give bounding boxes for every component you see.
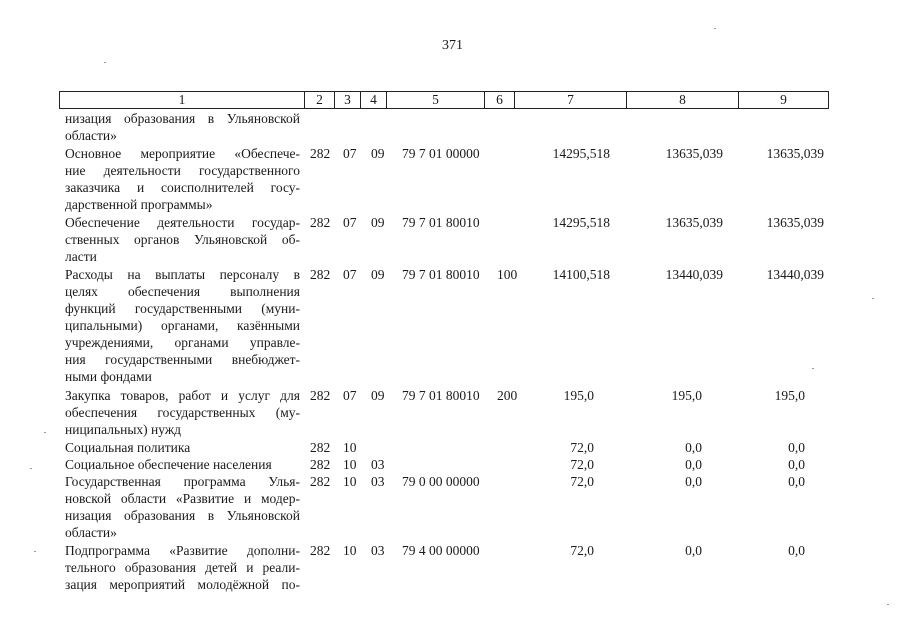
header-cell-2: 2 [305,92,335,109]
row-name-line: Государственная программа Улья- [65,474,300,489]
row-subsection-code: 09 [371,267,385,282]
row-section-code: 10 [343,543,357,558]
row-subsection-code: 09 [371,146,385,161]
scan-speck [887,604,889,605]
row-name-line: заказчика и соисполнителей госу- [65,180,300,195]
row-target-article: 79 7 01 80010 [402,388,480,403]
header-cell-3: 3 [335,92,361,109]
row-name-line: новской области «Развитие и модер- [65,491,300,506]
row-name-line: функций государственными (муни- [65,301,300,316]
row-section-code: 07 [343,267,357,282]
row-subsection-code: 03 [371,543,385,558]
row-name-line: Основное мероприятие «Обеспече- [65,146,300,161]
row-ministry-code: 282 [310,267,331,282]
header-cell-5: 5 [387,92,485,109]
row-name-line: низация образования в Ульяновской [65,508,300,523]
row-subsection-code: 03 [371,474,385,489]
row-subsection-code: 09 [371,388,385,403]
row-amount-col9: 13635,039 [766,146,824,161]
header-cell-6: 6 [485,92,515,109]
row-name-line: Подпрограмма «Развитие дополни- [65,543,300,558]
scan-speck [104,62,106,63]
row-amount-col9: 13635,039 [766,215,824,230]
row-section-code: 10 [343,440,357,455]
row-name-line: Обеспечение деятельности государ- [65,215,300,230]
row-name-line: ния государственными внебюджет- [65,352,300,367]
scan-speck [30,468,32,469]
column-number-header [59,91,829,109]
header-cell-8: 8 [627,92,739,109]
row-amount-col9: 0,0 [788,440,805,455]
row-name-line: низация образования в Ульяновской [65,111,300,126]
row-amount-col7: 195,0 [563,388,594,403]
scan-speck [34,551,36,552]
row-subsection-code: 09 [371,215,385,230]
row-amount-col7: 14295,518 [552,215,610,230]
row-name-line: тельного образования детей и реали- [65,560,300,575]
row-amount-col8: 13635,039 [665,215,723,230]
row-amount-col7: 72,0 [570,440,594,455]
row-ministry-code: 282 [310,146,331,161]
row-amount-col7: 14100,518 [552,267,610,282]
row-amount-col8: 0,0 [685,440,702,455]
row-name-line: ципальными) органами, казёнными [65,318,300,333]
header-cell-9: 9 [739,92,829,109]
row-section-code: 07 [343,146,357,161]
scan-speck [44,432,46,433]
row-amount-col9: 0,0 [788,457,805,472]
row-name-line: области» [65,525,117,540]
row-name-line: Социальное обеспечение населения [65,457,272,472]
row-amount-col8: 0,0 [685,457,702,472]
row-amount-col8: 13635,039 [665,146,723,161]
row-name-line: Закупка товаров, работ и услуг для [65,388,300,403]
row-ministry-code: 282 [310,388,331,403]
row-name-line: ласти [65,249,97,264]
row-amount-col9: 0,0 [788,543,805,558]
scan-speck [812,368,814,369]
row-name-line: обеспечения государственных (му- [65,405,300,420]
row-amount-col7: 72,0 [570,457,594,472]
scan-speck [872,298,874,299]
row-name-line: целях обеспечения выполнения [65,284,300,299]
row-target-article: 79 0 00 00000 [402,474,480,489]
header-cell-7: 7 [515,92,627,109]
row-ministry-code: 282 [310,440,331,455]
row-amount-col8: 195,0 [671,388,702,403]
scan-speck [714,28,716,29]
row-section-code: 10 [343,457,357,472]
row-name-line: ными фондами [65,369,152,384]
header-cell-4: 4 [361,92,387,109]
row-ministry-code: 282 [310,215,331,230]
row-amount-col8: 0,0 [685,474,702,489]
row-amount-col7: 72,0 [570,543,594,558]
row-amount-col8: 13440,039 [665,267,723,282]
row-target-article: 79 7 01 00000 [402,146,480,161]
page-number: 371 [442,38,463,53]
row-expense-type: 100 [497,267,518,282]
row-name-line: зация мероприятий молодёжной по- [65,577,300,592]
row-ministry-code: 282 [310,474,331,489]
row-section-code: 10 [343,474,357,489]
header-cell-1: 1 [60,92,305,109]
row-name-line: области» [65,128,117,143]
row-amount-col9: 13440,039 [766,267,824,282]
row-name-line: Социальная политика [65,440,191,455]
row-amount-col9: 195,0 [774,388,805,403]
row-name-line: ние деятельности государственного [65,163,300,178]
row-name-line: ниципальных) нужд [65,422,182,437]
row-expense-type: 200 [497,388,518,403]
row-name-line: учреждениями, органами управле- [65,335,300,350]
row-subsection-code: 03 [371,457,385,472]
row-section-code: 07 [343,215,357,230]
row-target-article: 79 7 01 80010 [402,215,480,230]
row-name-line: ственных органов Ульяновской об- [65,232,300,247]
row-section-code: 07 [343,388,357,403]
row-name-line: дарственной программы» [65,197,213,212]
row-name-line: Расходы на выплаты персоналу в [65,267,300,282]
row-target-article: 79 4 00 00000 [402,543,480,558]
row-amount-col7: 14295,518 [552,146,610,161]
row-target-article: 79 7 01 80010 [402,267,480,282]
row-amount-col9: 0,0 [788,474,805,489]
row-amount-col7: 72,0 [570,474,594,489]
row-ministry-code: 282 [310,543,331,558]
row-ministry-code: 282 [310,457,331,472]
row-amount-col8: 0,0 [685,543,702,558]
